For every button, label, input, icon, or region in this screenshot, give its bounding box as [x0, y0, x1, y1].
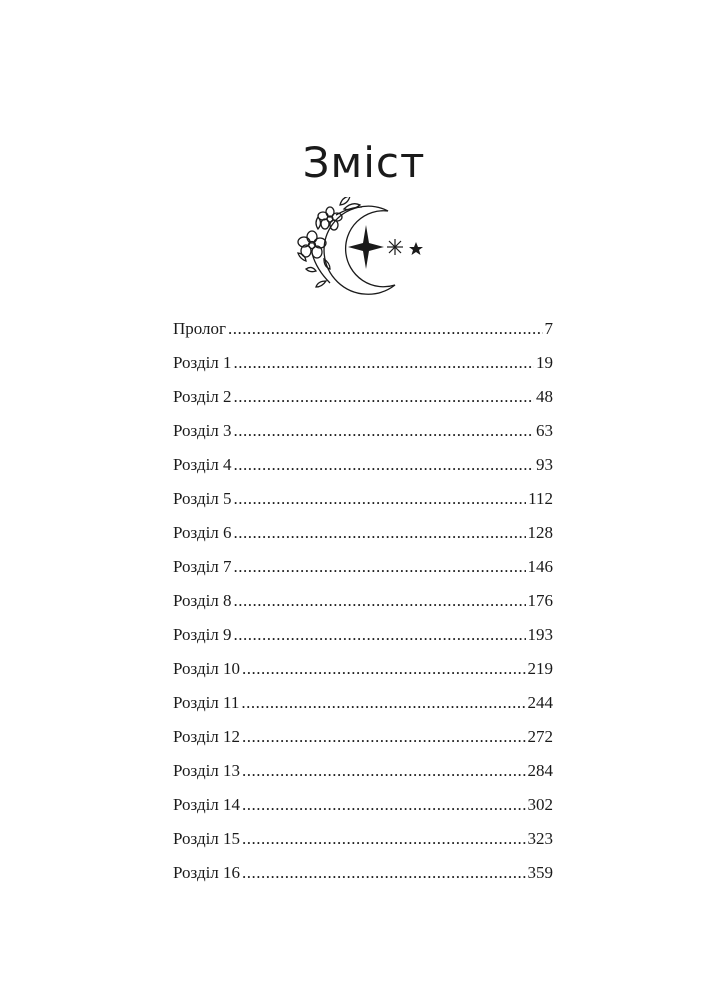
- toc-entry-page-number: 302: [527, 795, 553, 814]
- toc-entry-label: Розділ 6: [173, 523, 232, 542]
- toc-entry-page-number: 244: [527, 693, 553, 712]
- toc-entry-page-number: 48: [536, 387, 553, 406]
- dot-leader: [234, 414, 534, 448]
- toc-entry-label: Розділ 1: [173, 353, 232, 372]
- toc-entry-page-number: 284: [527, 761, 553, 780]
- dot-leader: [234, 516, 526, 550]
- dot-leader: [241, 686, 525, 720]
- toc-entry-page-number: 359: [527, 863, 553, 882]
- dot-leader: [242, 788, 525, 822]
- dot-leader: [234, 584, 526, 618]
- toc-entry: [173, 822, 553, 856]
- toc-entry: [173, 312, 553, 346]
- crescent-moon-flowers-stars-icon: [296, 197, 431, 302]
- toc-entry-page-number: 193: [527, 625, 553, 644]
- dot-leader: [228, 312, 542, 346]
- toc-entry-label: Розділ 5: [173, 489, 232, 508]
- toc-entry-page-number: 19: [536, 353, 553, 372]
- toc-entry: [173, 788, 553, 822]
- dot-leader: [242, 754, 525, 788]
- toc-entry: [173, 686, 553, 720]
- toc-entry: [173, 482, 553, 516]
- dot-leader: [234, 448, 534, 482]
- toc-entry: [173, 550, 553, 584]
- toc-entry-label: Розділ 9: [173, 625, 232, 644]
- toc-entry-label: Розділ 16: [173, 863, 241, 882]
- dot-leader: [242, 822, 525, 856]
- toc-entry-label: Пролог: [173, 319, 227, 338]
- dot-leader: [242, 720, 525, 754]
- toc-entry-label: Розділ 15: [173, 829, 241, 848]
- toc-entry: [173, 516, 553, 550]
- toc-entry-page-number: 323: [527, 829, 553, 848]
- toc-entry-page-number: 146: [527, 557, 553, 576]
- dot-leader: [234, 346, 534, 380]
- toc-entry-label: Розділ 8: [173, 591, 232, 610]
- dot-leader: [234, 482, 527, 516]
- toc-entry-label: Розділ 4: [173, 455, 232, 474]
- toc-entry-label: Розділ 11: [173, 693, 240, 712]
- toc-entry: [173, 584, 553, 618]
- toc-entry-label: Розділ 7: [173, 557, 232, 576]
- toc-entry-page-number: 63: [536, 421, 553, 440]
- toc-entry-page-number: 93: [536, 455, 553, 474]
- dot-leader: [242, 652, 525, 686]
- toc-entry-label: Розділ 2: [173, 387, 232, 406]
- toc-entry-label: Розділ 14: [173, 795, 241, 814]
- toc-entry: [173, 618, 553, 652]
- toc-entry: [173, 652, 553, 686]
- toc-entry: [173, 720, 553, 754]
- toc-entry: [173, 856, 553, 890]
- dot-leader: [234, 618, 526, 652]
- dot-leader: [234, 550, 526, 584]
- toc-entry-page-number: 219: [527, 659, 553, 678]
- page-title: Зміст: [302, 138, 426, 187]
- table-of-contents: [173, 312, 553, 890]
- toc-entry-page-number: 272: [527, 727, 553, 746]
- toc-entry: [173, 414, 553, 448]
- toc-entry-page-number: 112: [528, 489, 553, 508]
- toc-entry: [173, 346, 553, 380]
- toc-entry-label: Розділ 13: [173, 761, 241, 780]
- dot-leader: [234, 380, 534, 414]
- dot-leader: [242, 856, 525, 890]
- toc-entry-page-number: 176: [527, 591, 553, 610]
- toc-entry-page-number: 7: [544, 319, 553, 338]
- toc-entry-label: Розділ 10: [173, 659, 241, 678]
- toc-entry-label: Розділ 3: [173, 421, 232, 440]
- toc-entry-label: Розділ 12: [173, 727, 241, 746]
- toc-entry-page-number: 128: [527, 523, 553, 542]
- toc-entry: [173, 754, 553, 788]
- toc-entry: [173, 380, 553, 414]
- toc-entry: [173, 448, 553, 482]
